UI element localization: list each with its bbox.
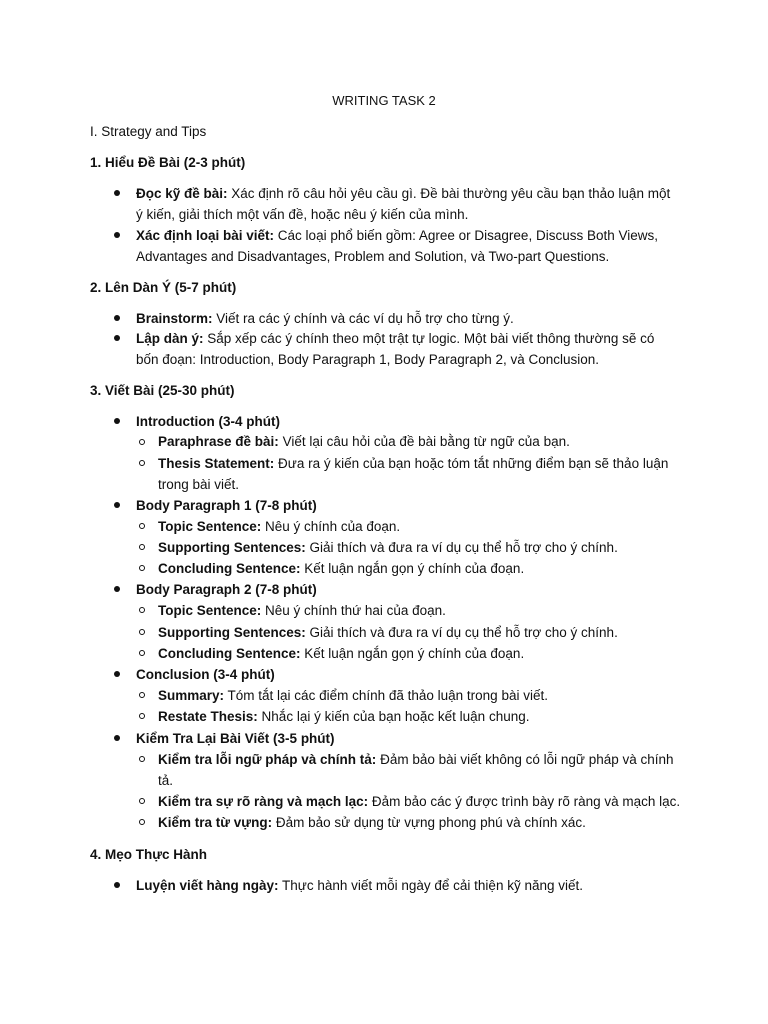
subsection-heading-2: 2. Lên Dàn Ý (5-7 phút) <box>90 280 237 295</box>
list-item: Brainstorm: Viết ra các ý chính và các ví dụ hỗ trợ cho từng ý. <box>136 311 514 326</box>
sub-list-item: Summary: Tóm tắt lại các điểm chính đã thảo luận trong bài viết. <box>158 688 548 703</box>
sub-bullet-icon <box>139 460 145 466</box>
sub-list-item: Kiểm tra lỗi ngữ pháp và chính tả: Đảm bảo bài viết không có lỗi ngữ pháp và chính <box>158 752 674 767</box>
sub-list-item: Topic Sentence: Nêu ý chính của đoạn. <box>158 519 401 534</box>
bullet-icon <box>114 315 120 321</box>
sub-bullet-icon <box>139 544 145 550</box>
sub-bullet-icon <box>139 439 145 445</box>
bullet-icon <box>114 735 120 741</box>
sub-list-item-continuation: tả. <box>158 773 174 788</box>
bullet-icon <box>114 232 120 238</box>
sub-bullet-icon <box>139 650 145 656</box>
sub-bullet-icon <box>139 607 145 613</box>
sub-list-item: Supporting Sentences: Giải thích và đưa ra ví dụ cụ thể hỗ trợ cho ý chính. <box>158 625 618 640</box>
subsection-heading-1: 1. Hiểu Đề Bài (2-3 phút) <box>90 155 246 170</box>
bullet-icon <box>114 190 120 196</box>
sub-list-item: Concluding Sentence: Kết luận ngắn gọn ý chính của đoạn. <box>158 646 525 661</box>
sub-bullet-icon <box>139 523 145 529</box>
sub-list-item: Supporting Sentences: Giải thích và đưa ra ví dụ cụ thể hỗ trợ cho ý chính. <box>158 540 618 555</box>
bullet-icon <box>114 671 120 677</box>
subsection-heading-4: 4. Mẹo Thực Hành <box>90 847 208 862</box>
sub-bullet-icon <box>139 629 145 635</box>
sub-bullet-icon <box>139 692 145 698</box>
sub-bullet-icon <box>139 819 145 825</box>
list-item: Luyện viết hàng ngày: Thực hành viết mỗi ngày để cải thiện kỹ năng viết. <box>136 878 583 893</box>
list-item: Đọc kỹ đề bài: Xác định rõ câu hỏi yêu cầu gì. Đề bài thường yêu cầu bạn thảo luận một <box>136 186 671 201</box>
sub-list-item: Restate Thesis: Nhắc lại ý kiến của bạn hoặc kết luận chung. <box>158 709 530 724</box>
section-heading: I. Strategy and Tips <box>90 124 207 139</box>
list-item-continuation: bốn đoạn: Introduction, Body Paragraph 1, Body Paragraph 2, và Conclusion. <box>136 352 600 367</box>
sub-bullet-icon <box>139 565 145 571</box>
sub-bullet-icon <box>139 713 145 719</box>
sub-list-item: Concluding Sentence: Kết luận ngắn gọn ý chính của đoạn. <box>158 561 525 576</box>
list-item: Body Paragraph 2 (7-8 phút) <box>136 582 317 597</box>
list-item: Xác định loại bài viết: Các loại phổ biến gồm: Agree or Disagree, Discuss Both Views, <box>136 228 658 243</box>
sub-list-item: Paraphrase đề bài: Viết lại câu hỏi của đề bài bằng từ ngữ của bạn. <box>158 434 570 449</box>
sub-list-item: Kiểm tra sự rõ ràng và mạch lạc: Đảm bảo các ý được trình bày rõ ràng và mạch lạc. <box>158 794 681 809</box>
bullet-icon <box>114 502 120 508</box>
bullet-icon <box>114 882 120 888</box>
list-item: Kiểm Tra Lại Bài Viết (3-5 phút) <box>136 731 335 746</box>
bullet-icon <box>114 418 120 424</box>
sub-bullet-icon <box>139 756 145 762</box>
document-title: WRITING TASK 2 <box>332 93 436 108</box>
bullet-icon <box>114 586 120 592</box>
list-item: Introduction (3-4 phút) <box>136 414 280 429</box>
sub-list-item: Kiểm tra từ vựng: Đảm bảo sử dụng từ vựng phong phú và chính xác. <box>158 815 586 830</box>
list-item-continuation: ý kiến, giải thích một vấn đề, hoặc nêu ý kiến của mình. <box>136 207 469 222</box>
sub-list-item: Thesis Statement: Đưa ra ý kiến của bạn hoặc tóm tắt những điểm bạn sẽ thảo luận <box>158 456 669 471</box>
list-item: Lập dàn ý: Sắp xếp các ý chính theo một trật tự logic. Một bài viết thông thường sẽ có <box>136 331 655 346</box>
sub-bullet-icon <box>139 798 145 804</box>
bullet-icon <box>114 335 120 341</box>
list-item: Body Paragraph 1 (7-8 phút) <box>136 498 317 513</box>
subsection-heading-3: 3. Viết Bài (25-30 phút) <box>90 383 235 398</box>
list-item-continuation: Advantages and Disadvantages, Problem and Solution, và Two-part Questions. <box>136 249 610 264</box>
sub-list-item: Topic Sentence: Nêu ý chính thứ hai của đoạn. <box>158 603 446 618</box>
list-item: Conclusion (3-4 phút) <box>136 667 275 682</box>
sub-list-item-continuation: trong bài viết. <box>158 477 240 492</box>
